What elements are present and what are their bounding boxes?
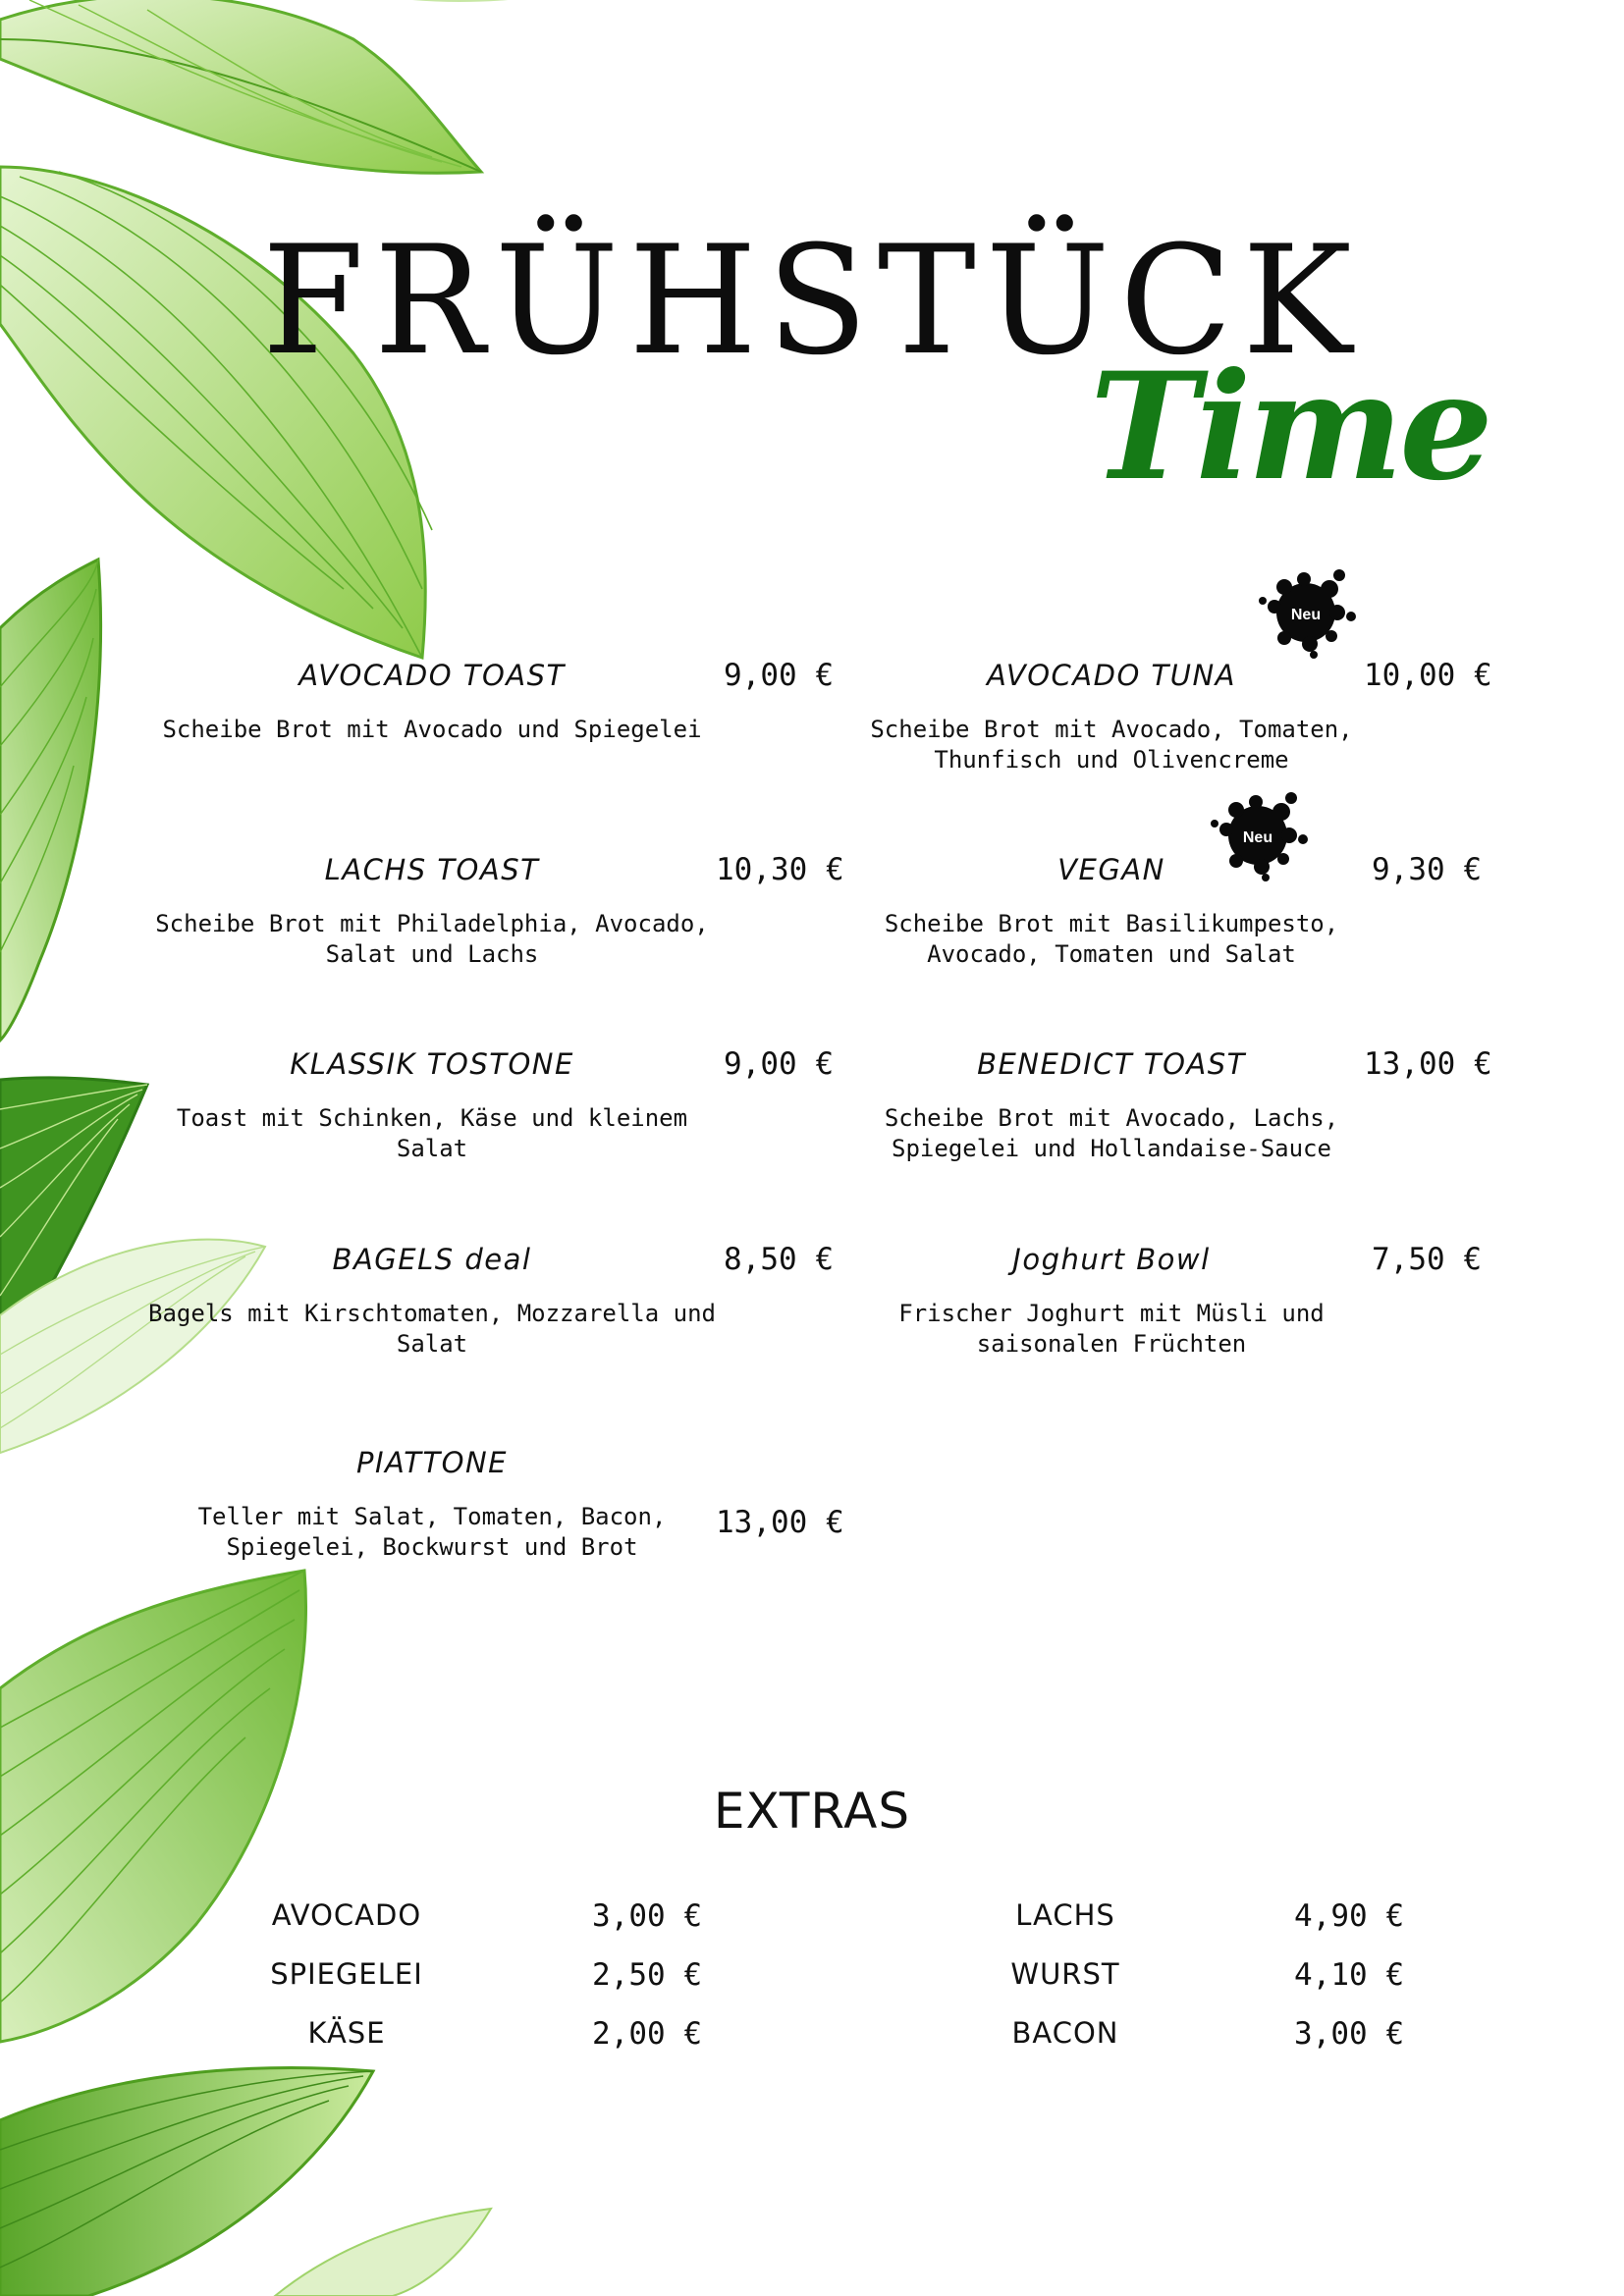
extra-item-price: 4,90 €	[1294, 1898, 1404, 1934]
new-badge-label: Neu	[1242, 829, 1273, 846]
menu-item-name: AVOCADO TUNA	[987, 659, 1236, 692]
new-badge	[1207, 784, 1315, 882]
menu-item-price: 13,00 €	[716, 1505, 844, 1540]
menu-item-description: Bagels mit Kirschtomaten, Mozzarella und Salat	[148, 1300, 716, 1358]
menu-item-name: BAGELS deal	[332, 1243, 532, 1276]
menu-item-price: 7,50 €	[1372, 1242, 1482, 1277]
extra-item-price: 2,00 €	[592, 2016, 702, 2052]
extra-item-price: 3,00 €	[1294, 2016, 1404, 2052]
menu-item-price: 10,30 €	[716, 852, 844, 887]
extra-item-name: WURST	[1010, 1957, 1120, 1991]
extra-item-price: 4,10 €	[1294, 1957, 1404, 1993]
extra-item-price: 3,00 €	[592, 1898, 702, 1934]
menu-item-name: LACHS TOAST	[324, 853, 540, 886]
extra-item-name: KÄSE	[307, 2016, 386, 2050]
menu-subtitle: Time	[1090, 341, 1489, 513]
extra-item-name: SPIEGELEI	[270, 1957, 423, 1991]
menu-item-name: AVOCADO TOAST	[298, 659, 566, 692]
menu-item-name: KLASSIK TOSTONE	[290, 1047, 574, 1081]
menu-item-price: 9,00 €	[724, 658, 834, 693]
new-badge	[1255, 561, 1363, 660]
new-badge-label: Neu	[1290, 607, 1322, 623]
extra-item-name: LACHS	[1015, 1898, 1115, 1932]
menu-item-description: Scheibe Brot mit Philadelphia, Avocado, Salat und Lachs	[155, 910, 709, 968]
menu-item-description: Teller mit Salat, Tomaten, Bacon, Spiegelei, Bockwurst und Brot	[197, 1503, 667, 1561]
menu-item-price: 10,00 €	[1364, 658, 1492, 693]
menu-item-price: 13,00 €	[1364, 1046, 1492, 1082]
menu-item-price: 9,30 €	[1372, 852, 1482, 887]
extras-heading: EXTRAS	[713, 1783, 911, 1840]
extra-item-name: AVOCADO	[271, 1898, 422, 1932]
menu-title: FRÜHSTÜCK	[261, 214, 1363, 389]
extra-item-price: 2,50 €	[592, 1957, 702, 1993]
menu-item-description: Scheibe Brot mit Avocado, Tomaten, Thunfisch und Olivencreme	[870, 716, 1353, 774]
menu-item-description: Toast mit Schinken, Käse und kleinem Salat	[176, 1104, 688, 1162]
menu-item-description: Scheibe Brot mit Basilikumpesto, Avocado, Tomaten und Salat	[884, 910, 1339, 968]
menu-item-description: Scheibe Brot mit Avocado und Spiegelei	[162, 716, 702, 743]
menu-item-name: VEGAN	[1057, 853, 1165, 886]
extra-item-name: BACON	[1011, 2016, 1119, 2050]
menu-item-name: Joghurt Bowl	[1012, 1243, 1211, 1276]
menu-item-price: 8,50 €	[724, 1242, 834, 1277]
menu-item-description: Frischer Joghurt mit Müsli und saisonalen Früchten	[898, 1300, 1325, 1358]
menu-item-name: BENEDICT TOAST	[977, 1047, 1246, 1081]
menu-item-name: PIATTONE	[355, 1446, 509, 1479]
menu-item-description: Scheibe Brot mit Avocado, Lachs, Spiegelei und Hollandaise-Sauce	[884, 1104, 1339, 1162]
menu-item-price: 9,00 €	[724, 1046, 834, 1082]
